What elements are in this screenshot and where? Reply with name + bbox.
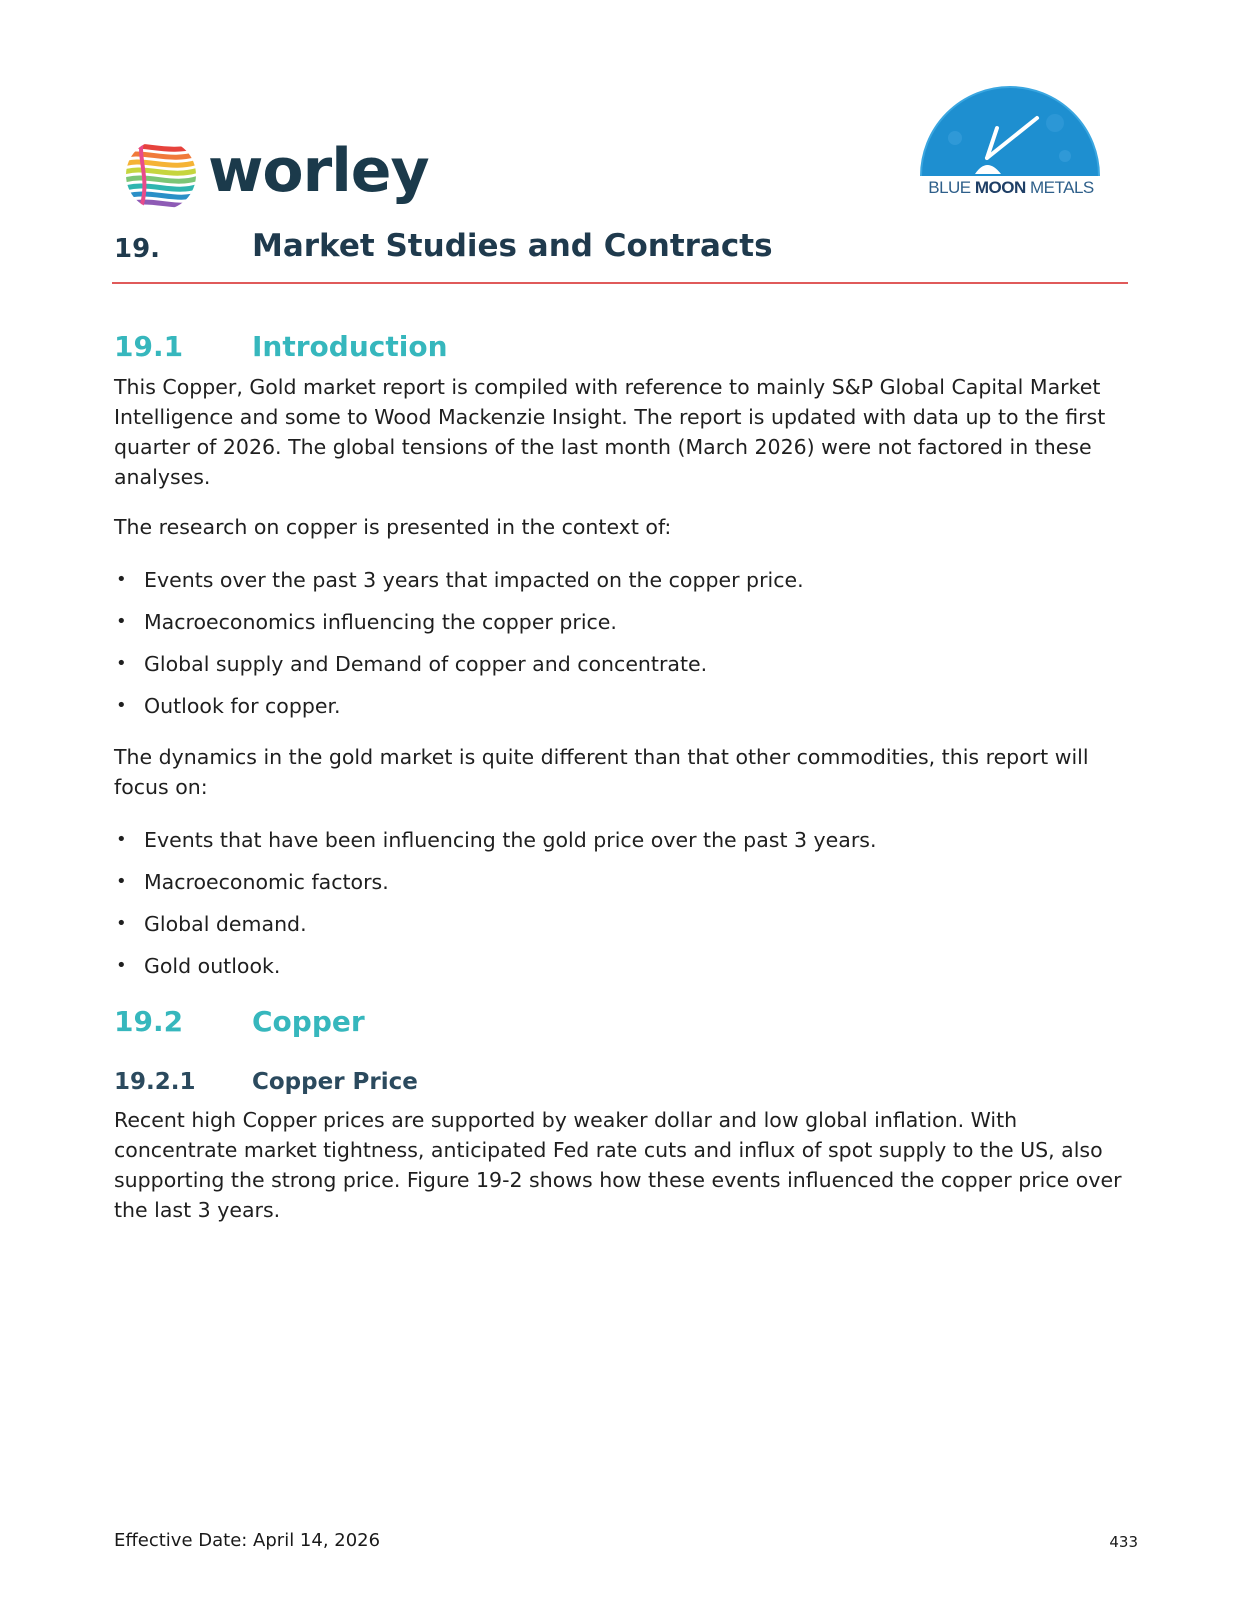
chapter-title: Market Studies and Contracts: [252, 228, 773, 264]
chapter-divider: [112, 282, 1128, 284]
list-item: • Macroeconomic factors.: [114, 867, 1124, 909]
chapter-number: 19.: [114, 234, 161, 264]
moon-clock-icon: [915, 78, 1105, 178]
intro-paragraph: This Copper, Gold market report is compiled with reference to mainly S&P Global Capital Market Intelligence and some to Wood Mackenzie Insight. The report is updated with data up to the first quarter of 2026. The global tensions of the last month (March 2026) were not factored in these analyses.: [114, 375, 1106, 489]
list-item: • Global supply and Demand of copper and concentrate.: [114, 649, 1124, 691]
worley-wordmark: worley: [208, 136, 429, 206]
copper-points-list: [114, 565, 1124, 733]
blue-moon-metals-wordmark: BLUE MOON METALS: [928, 178, 1094, 197]
copper-lead-text: The research on copper is presented in the context of:: [114, 515, 672, 539]
gold-points-list: [114, 825, 1124, 993]
subsection-title-copper-price: Copper Price: [252, 1069, 418, 1095]
list-item: • Events that have been influencing the gold price over the past 3 years.: [114, 825, 1124, 867]
section-number-intro: 19.1: [114, 330, 184, 363]
subsection-number-copper-price: 19.2.1: [114, 1069, 196, 1095]
footer-effective-date: Effective Date: April 14, 2026: [114, 1530, 381, 1551]
list-item: • Gold outlook.: [114, 951, 1124, 993]
worley-logo: [124, 132, 454, 218]
section-number-copper: 19.2: [114, 1005, 184, 1038]
list-item: • Global demand.: [114, 909, 1124, 951]
gold-lead-text: The dynamics in the gold market is quite different than that other commodities, this report will focus on:: [114, 745, 1089, 799]
copper-price-paragraph: Recent high Copper prices are supported by weaker dollar and low global inflation. With concentrate market tightness, anticipated Fed rate cuts and influx of spot supply to the US, also supporting the strong price. Figure 19-2 shows how these events influenced the copper price over the last 3 years.: [114, 1108, 1122, 1222]
section-title-intro: Introduction: [252, 330, 448, 363]
blue-moon-metals-logo: [915, 78, 1105, 202]
section-title-copper: Copper: [252, 1005, 365, 1038]
list-item: • Outlook for copper.: [114, 691, 1124, 733]
list-item: • Macroeconomics influencing the copper price.: [114, 607, 1124, 649]
footer-page-number: 433: [1109, 1533, 1138, 1551]
list-item: • Events over the past 3 years that impacted on the copper price.: [114, 565, 1124, 607]
worley-globe-icon: [124, 138, 198, 212]
